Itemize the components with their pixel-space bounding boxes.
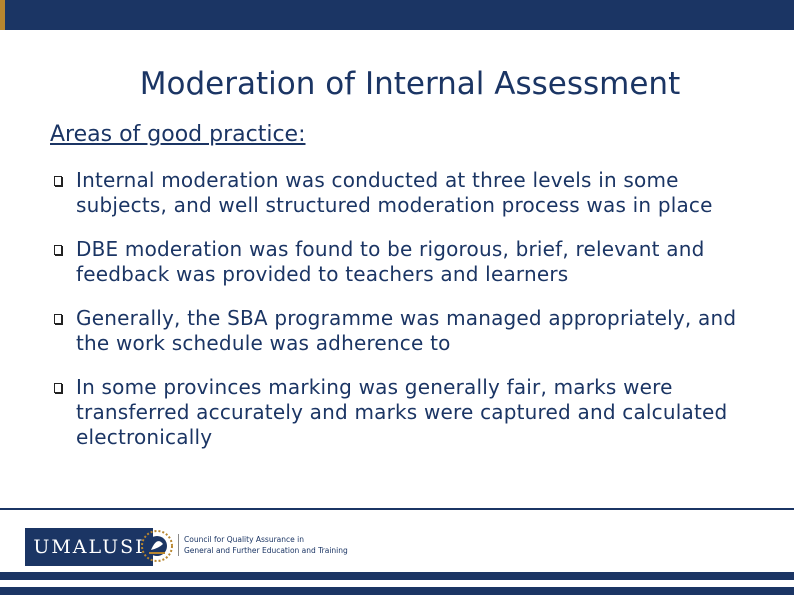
slide-title: Moderation of Internal Assessment <box>139 66 681 102</box>
bullet-text: Internal moderation was conducted at three levels in some subjects, and well structured moderation process was in place <box>76 168 713 217</box>
bullet-item <box>54 237 774 287</box>
umalusi-emblem-icon <box>135 522 175 566</box>
bottom-bar <box>0 587 794 595</box>
hollow-square-bullet-icon <box>54 176 62 186</box>
bullet-item <box>54 375 774 450</box>
council-line-1: Council for Quality Assurance in <box>184 535 304 544</box>
hollow-square-bullet-icon <box>54 383 62 393</box>
council-line-2: General and Further Education and Training <box>184 546 348 555</box>
bottom-bar <box>0 572 794 580</box>
bullet-item <box>54 168 774 218</box>
bullet-text: DBE moderation was found to be rigorous, brief, relevant and feedback was provided to teachers and learners <box>76 237 705 286</box>
council-name <box>178 534 348 556</box>
bullet-list <box>54 168 774 469</box>
hollow-square-bullet-icon <box>54 245 62 255</box>
top-header-bar <box>0 0 794 30</box>
bullet-text: In some provinces marking was generally fair, marks were transferred accurately and marks were captured and calculated electronically <box>76 375 728 449</box>
hollow-square-bullet-icon <box>54 314 62 324</box>
footer-divider <box>0 508 794 510</box>
slide-subtitle: Areas of good practice: <box>50 122 306 147</box>
gold-accent-stripe <box>0 0 5 30</box>
bullet-item <box>54 306 774 356</box>
top-left-accent <box>0 0 30 30</box>
bullet-text: Generally, the SBA programme was managed appropriately, and the work schedule was adherence to <box>76 306 737 355</box>
umalusi-logo: UMALUSI <box>25 528 153 566</box>
